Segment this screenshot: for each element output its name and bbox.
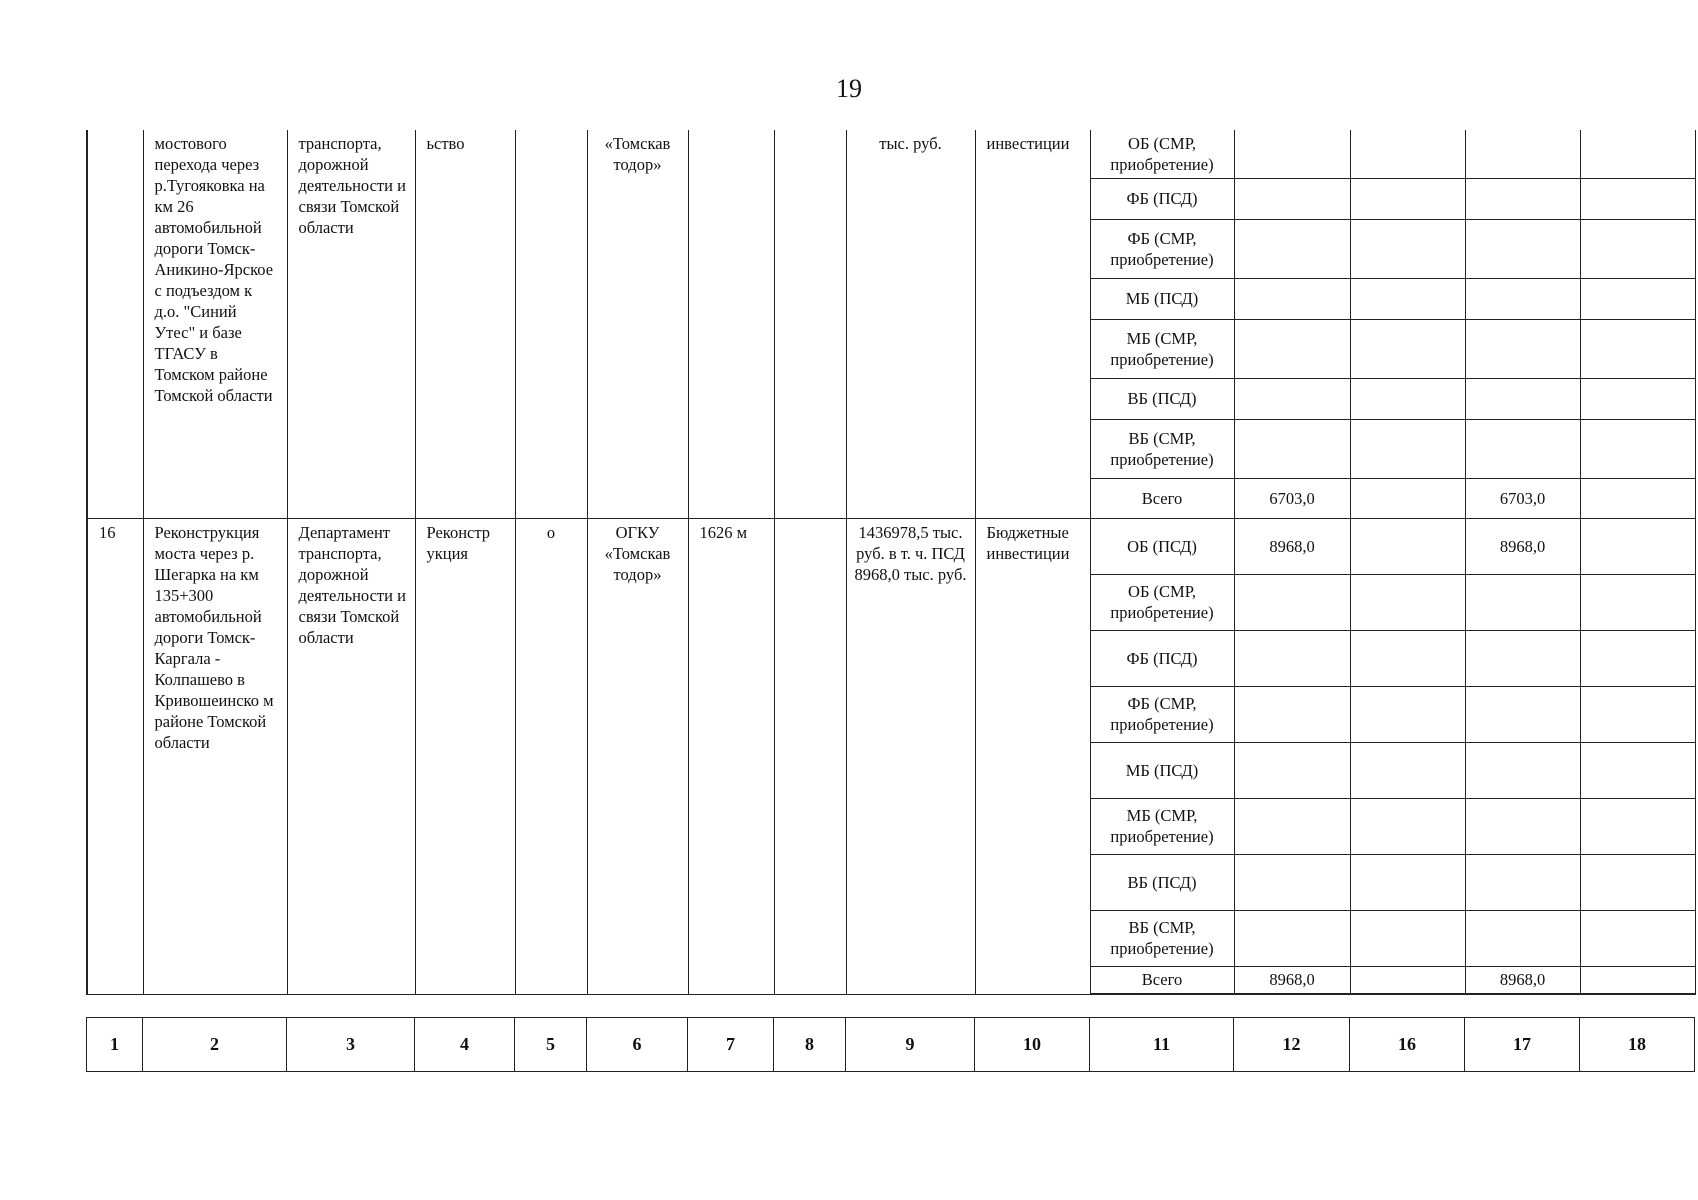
value-col18 (1580, 630, 1695, 686)
value-col16 (1350, 219, 1465, 278)
fund-source-cell: ОБ (СМР, приобретение) (1090, 130, 1234, 178)
column-number-row (87, 1018, 1695, 1072)
value-col18 (1580, 798, 1695, 854)
column-number: 10 (975, 1018, 1090, 1072)
customer-cell: Департамент транспорта, дорожной деятельности и связи Томской области (287, 518, 415, 994)
value-col12 (1234, 686, 1350, 742)
value-col16 (1350, 378, 1465, 419)
page-number: 19 (836, 74, 862, 103)
fund-source-cell: ФБ (СМР, приобретение) (1090, 686, 1234, 742)
value-col12 (1234, 219, 1350, 278)
value-col12: 8968,0 (1234, 966, 1350, 994)
column-number: 16 (1350, 1018, 1465, 1072)
column-number: 18 (1580, 1018, 1695, 1072)
fund-source-cell: ОБ (СМР, приобретение) (1090, 574, 1234, 630)
column-number: 11 (1090, 1018, 1234, 1072)
fund-source-cell: ВБ (ПСД) (1090, 378, 1234, 419)
value-col12 (1234, 130, 1350, 178)
customer-cell: транспорта, дорожной деятельности и связи Томской области (287, 130, 415, 518)
value-col17 (1465, 130, 1580, 178)
value-col17 (1465, 686, 1580, 742)
value-col12 (1234, 742, 1350, 798)
value-col16 (1350, 966, 1465, 994)
value-col18 (1580, 278, 1695, 319)
value-col12 (1234, 378, 1350, 419)
fund-source-cell: МБ (СМР, приобретение) (1090, 319, 1234, 378)
value-col18 (1580, 319, 1695, 378)
value-col17 (1465, 178, 1580, 219)
value-col17: 6703,0 (1465, 478, 1580, 518)
value-col18 (1580, 966, 1695, 994)
value-col16 (1350, 178, 1465, 219)
col8-cell (774, 518, 846, 994)
fund-source-cell: ОБ (ПСД) (1090, 518, 1234, 574)
value-col17 (1465, 910, 1580, 966)
fund-source-cell: МБ (СМР, приобретение) (1090, 798, 1234, 854)
column-number: 8 (774, 1018, 846, 1072)
capacity-cell: 1626 м (688, 518, 774, 994)
column-number: 5 (515, 1018, 587, 1072)
value-col17 (1465, 319, 1580, 378)
value-col16 (1350, 686, 1465, 742)
value-col16 (1350, 910, 1465, 966)
object-name-cell: мостового перехода через р.Тугояковка на км 26 автомобильной дороги Томск-Аникино-Ярское с подъездом к д.о. "Синий Утес" и базе ТГАСУ в Томском районе Томской области (143, 130, 287, 518)
value-col16 (1350, 478, 1465, 518)
column-number: 3 (287, 1018, 415, 1072)
value-col16 (1350, 319, 1465, 378)
value-col18 (1580, 478, 1695, 518)
fund-source-cell: ВБ (ПСД) (1090, 854, 1234, 910)
value-col17 (1465, 854, 1580, 910)
value-col12 (1234, 630, 1350, 686)
value-col16 (1350, 630, 1465, 686)
value-col12: 6703,0 (1234, 478, 1350, 518)
col8-cell (774, 130, 846, 518)
fund-source-cell: ВБ (СМР, приобретение) (1090, 419, 1234, 478)
value-col12 (1234, 910, 1350, 966)
value-col16 (1350, 854, 1465, 910)
fund-source-cell: ВБ (СМР, приобретение) (1090, 910, 1234, 966)
col5-cell: о (515, 518, 587, 994)
value-col16 (1350, 798, 1465, 854)
value-col16 (1350, 419, 1465, 478)
fund-source-cell: МБ (ПСД) (1090, 742, 1234, 798)
investment-type-cell: Бюджетные инвестиции (975, 518, 1090, 994)
object-name-cell: Реконструкция моста через р. Шегарка на км 135+300 автомобильной дороги Томск-Каргала - Колпашево в Кривошеинско м районе Томской области (143, 518, 287, 994)
column-number: 1 (87, 1018, 143, 1072)
column-number: 17 (1465, 1018, 1580, 1072)
value-col12: 8968,0 (1234, 518, 1350, 574)
value-col16 (1350, 742, 1465, 798)
fund-source-cell: ФБ (ПСД) (1090, 178, 1234, 219)
column-number-table (86, 1017, 1695, 1072)
value-col18 (1580, 419, 1695, 478)
value-col17 (1465, 630, 1580, 686)
value-col18 (1580, 130, 1695, 178)
value-col18 (1580, 910, 1695, 966)
row-number-cell (87, 130, 143, 518)
column-number: 6 (587, 1018, 688, 1072)
column-number: 7 (688, 1018, 774, 1072)
value-col18 (1580, 378, 1695, 419)
value-col12 (1234, 574, 1350, 630)
value-col12 (1234, 854, 1350, 910)
fund-source-cell: ФБ (ПСД) (1090, 630, 1234, 686)
value-col18 (1580, 574, 1695, 630)
value-col16 (1350, 518, 1465, 574)
value-col12 (1234, 798, 1350, 854)
value-col16 (1350, 278, 1465, 319)
fund-source-cell: МБ (ПСД) (1090, 278, 1234, 319)
row-number-cell: 16 (87, 518, 143, 994)
value-col18 (1580, 518, 1695, 574)
value-col12 (1234, 178, 1350, 219)
investment-type-cell: инвестиции (975, 130, 1090, 518)
value-col17 (1465, 219, 1580, 278)
value-col12 (1234, 319, 1350, 378)
fund-source-cell: ФБ (СМР, приобретение) (1090, 219, 1234, 278)
value-col12 (1234, 419, 1350, 478)
column-number: 2 (143, 1018, 287, 1072)
value-col17 (1465, 798, 1580, 854)
col5-cell (515, 130, 587, 518)
cost-cell: тыс. руб. (846, 130, 975, 518)
value-col17 (1465, 574, 1580, 630)
column-number: 4 (415, 1018, 515, 1072)
value-col18 (1580, 219, 1695, 278)
value-col17: 8968,0 (1465, 518, 1580, 574)
capacity-cell (688, 130, 774, 518)
work-type-cell: ьство (415, 130, 515, 518)
fund-source-cell: Всего (1090, 966, 1234, 994)
value-col18 (1580, 742, 1695, 798)
value-col12 (1234, 278, 1350, 319)
value-col18 (1580, 686, 1695, 742)
value-col17 (1465, 378, 1580, 419)
column-number: 12 (1234, 1018, 1350, 1072)
investment-table (86, 130, 1696, 995)
value-col17 (1465, 278, 1580, 319)
table-row (87, 518, 1695, 574)
value-col18 (1580, 178, 1695, 219)
value-col17 (1465, 419, 1580, 478)
value-col17 (1465, 742, 1580, 798)
value-col17: 8968,0 (1465, 966, 1580, 994)
column-number: 9 (846, 1018, 975, 1072)
contractor-cell: ОГКУ «Томскав тодор» (587, 518, 688, 994)
value-col18 (1580, 854, 1695, 910)
table-row (87, 130, 1695, 178)
value-col16 (1350, 130, 1465, 178)
work-type-cell: Реконстр укция (415, 518, 515, 994)
contractor-cell: «Томскав тодор» (587, 130, 688, 518)
value-col16 (1350, 574, 1465, 630)
fund-source-cell: Всего (1090, 478, 1234, 518)
cost-cell: 1436978,5 тыс. руб. в т. ч. ПСД 8968,0 тыс. руб. (846, 518, 975, 994)
table-body (87, 130, 1695, 994)
